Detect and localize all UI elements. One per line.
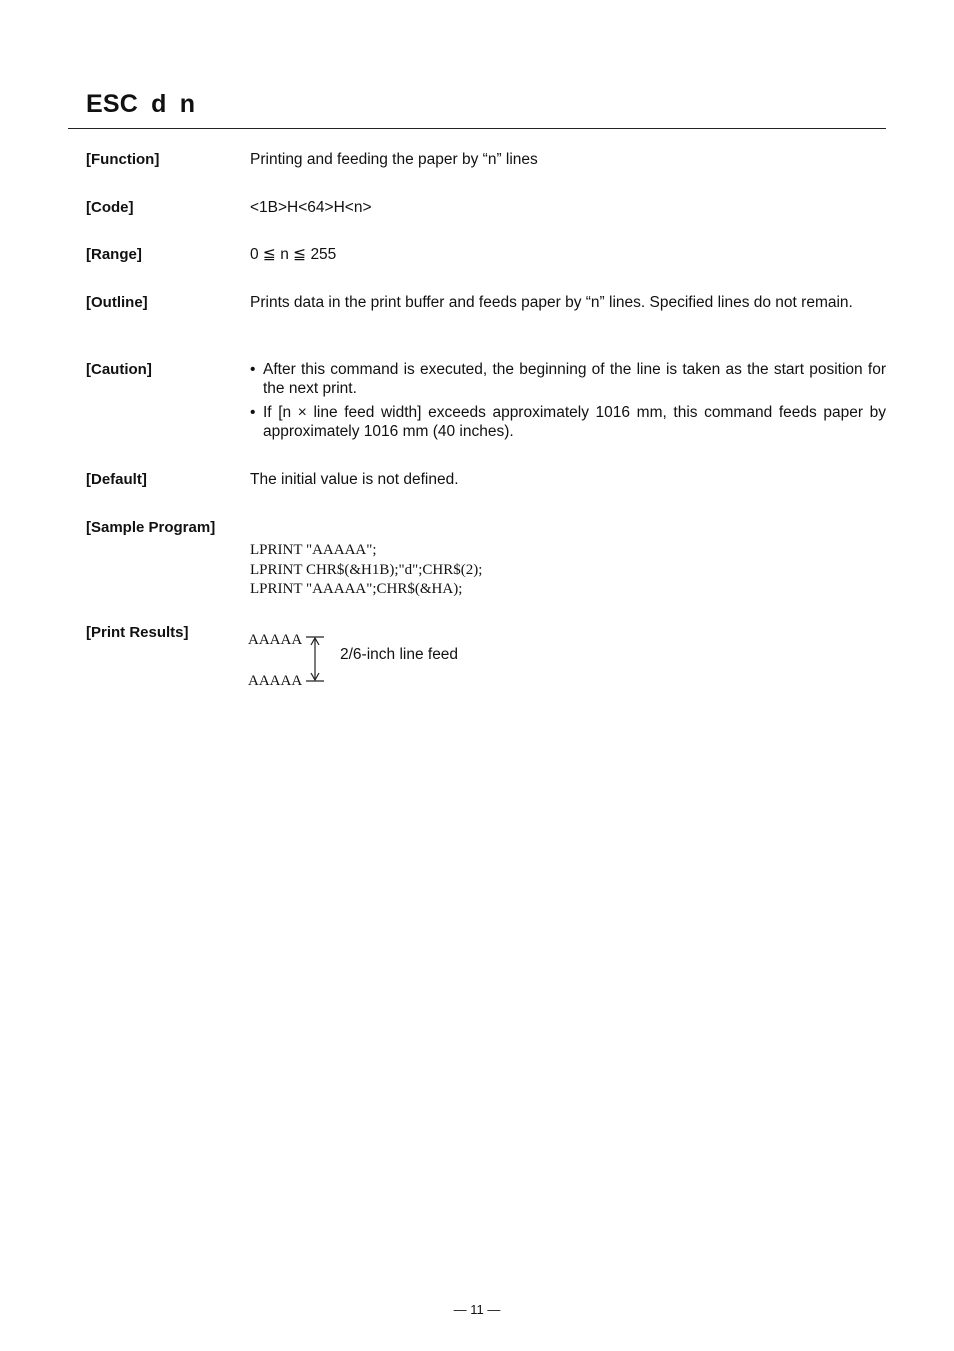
range-text: 0 ≦ n ≦ 255: [250, 246, 337, 263]
caution-label: [Caution]: [86, 361, 152, 378]
page-number: — 11 —: [453, 1302, 501, 1317]
code-line: LPRINT "AAAAA";CHR$(&HA);: [250, 581, 463, 597]
result-line-2: AAAAA: [248, 673, 303, 689]
code-label: [Code]: [86, 199, 134, 216]
title-rule: [68, 128, 886, 129]
function-text: Printing and feeding the paper by “n” lines: [250, 151, 538, 168]
outline-text: Prints data in the print buffer and feeds paper by “n” lines. Specified lines do not remain.: [250, 294, 853, 311]
default-text: The initial value is not defined.: [250, 471, 459, 488]
sample-label: [Sample Program]: [86, 519, 216, 536]
result-line-1: AAAAA: [248, 632, 303, 648]
range-label: [Range]: [86, 246, 142, 263]
outline-label: [Outline]: [86, 294, 148, 311]
bullet-glyph: •: [250, 404, 256, 421]
sample-code: [250, 541, 482, 600]
code-line: LPRINT "AAAAA";: [250, 542, 377, 558]
caution-list: [250, 360, 886, 446]
page-title: ESC d n: [86, 90, 196, 118]
code-line: LPRINT CHR$(&H1B);"d";CHR$(2);: [250, 561, 483, 578]
feed-label: 2/6-inch line feed: [340, 646, 459, 663]
results-label: [Print Results]: [86, 624, 189, 641]
caution-item-text: If [n × line feed width] exceeds approximately 1016 mm, this command feeds paper by approximately 1016 mm (40 inches).: [263, 404, 886, 440]
caution-item: [250, 403, 886, 441]
caution-item: [250, 360, 886, 398]
line-feed-arrow-icon: [304, 634, 328, 686]
function-label: [Function]: [86, 151, 160, 168]
caution-item-text: After this command is executed, the beginning of the line is taken as the start position for the next print.: [263, 361, 886, 397]
code-text: <1B>H<64>H<n>: [250, 199, 372, 216]
bullet-glyph: •: [250, 361, 256, 378]
default-label: [Default]: [86, 471, 147, 488]
